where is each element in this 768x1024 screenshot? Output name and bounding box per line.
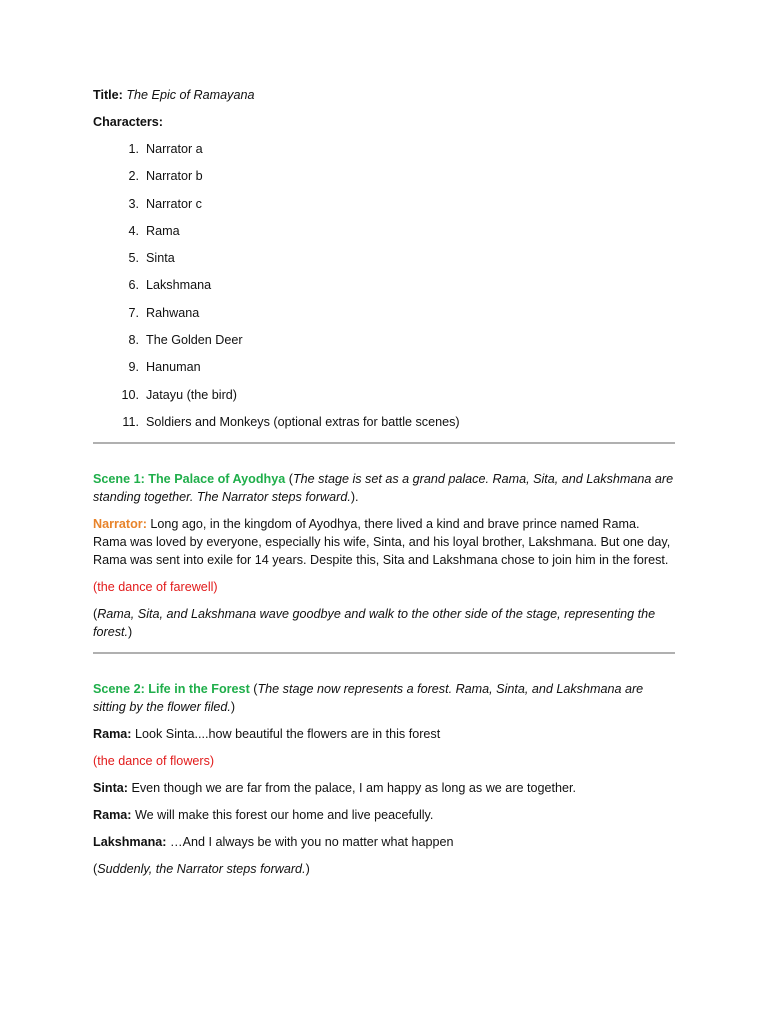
character-number: 10. bbox=[121, 387, 139, 402]
paren: ) bbox=[128, 625, 133, 640]
speaker-label: Lakshmana: bbox=[93, 835, 167, 850]
character-item bbox=[93, 331, 675, 358]
character-number: 4. bbox=[128, 223, 139, 238]
scene2-stage-direction: The stage now represents a forest. Rama, Sinta, and Lakshmana are sitting by the flower filed. bbox=[93, 682, 644, 715]
dialogue-text: Even though we are far from the palace, I am happy as long as we are together. bbox=[127, 781, 577, 796]
character-name: Lakshmana bbox=[146, 278, 212, 293]
dance-of-flowers: (the dance of flowers) bbox=[93, 754, 215, 769]
character-number: 5. bbox=[128, 251, 139, 266]
character-number: 3. bbox=[128, 196, 139, 211]
character-name: Hanuman bbox=[146, 360, 201, 375]
speaker-label: Rama: bbox=[93, 727, 132, 742]
character-number: 8. bbox=[128, 333, 139, 348]
paren: ( bbox=[93, 607, 98, 622]
scene1-intro bbox=[93, 470, 675, 506]
scene1-closing bbox=[93, 605, 675, 641]
script-document bbox=[93, 86, 675, 887]
character-name: Narrator b bbox=[146, 169, 203, 184]
character-name: The Golden Deer bbox=[146, 333, 243, 348]
character-number: 11. bbox=[122, 414, 139, 429]
character-item bbox=[93, 140, 675, 167]
narrator-text: Long ago, in the kingdom of Ayodhya, there lived a kind and brave prince named Rama. Rama was loved by everyone, especially his wife, Sinta, and his loyal brother, Lakshmana. But one day, Rama was sent into exile for 14 years. Despite this, Sita and Lakshmana chose to join him in the forest. bbox=[93, 517, 671, 568]
scene2-intro bbox=[93, 680, 675, 716]
dialogue-line bbox=[93, 779, 675, 797]
dialogue-line bbox=[93, 806, 675, 824]
dialogue-text: We will make this forest our home and live peacefully. bbox=[131, 808, 434, 823]
character-item bbox=[93, 304, 675, 331]
character-number: 1. bbox=[128, 142, 139, 156]
title-label: Title: bbox=[93, 88, 123, 102]
character-number: 6. bbox=[128, 278, 139, 293]
scene2-closing bbox=[93, 860, 675, 878]
character-number: 2. bbox=[128, 169, 139, 184]
dialogue-line bbox=[93, 725, 675, 743]
dialogue-text: …And I always be with you no matter what happen bbox=[166, 835, 454, 850]
paren: ) bbox=[230, 700, 236, 715]
divider bbox=[93, 442, 675, 444]
scene1-heading: Scene 1: The Palace of Ayodhya bbox=[93, 472, 286, 487]
dialogue-text: Look Sinta....how beautiful the flowers are in this forest bbox=[131, 727, 441, 742]
dialogue-line bbox=[93, 833, 675, 851]
character-item bbox=[93, 358, 675, 385]
character-item bbox=[93, 222, 675, 249]
character-item bbox=[93, 195, 675, 222]
speaker-label: Rama: bbox=[93, 808, 132, 823]
character-item bbox=[93, 249, 675, 276]
character-item bbox=[93, 276, 675, 303]
paren: ( bbox=[249, 682, 258, 697]
characters-list bbox=[93, 140, 675, 440]
character-name: Rama bbox=[146, 223, 180, 238]
scene2-closing-direction: Suddenly, the Narrator steps forward. bbox=[97, 862, 306, 877]
scene1-stage-direction: The stage is set as a grand palace. Rama, Sita, and Lakshmana are standing together. The Narrator steps forward. bbox=[93, 472, 674, 505]
scene2-heading: Scene 2: Life in the Forest bbox=[93, 682, 250, 697]
paren: ). bbox=[350, 490, 359, 505]
title-line bbox=[93, 86, 675, 104]
paren: ( bbox=[285, 472, 293, 487]
character-name: Narrator c bbox=[146, 196, 202, 211]
narrator-line bbox=[93, 515, 675, 569]
character-name: Narrator a bbox=[146, 142, 203, 156]
scene1-closing-direction: Rama, Sita, and Lakshmana wave goodbye and walk to the other side of the stage, representing the forest. bbox=[93, 607, 656, 640]
character-item bbox=[93, 167, 675, 194]
character-number: 9. bbox=[128, 360, 139, 375]
paren: ) bbox=[305, 862, 310, 877]
dance-of-farewell: (the dance of farewell) bbox=[93, 580, 218, 595]
character-item bbox=[93, 386, 675, 413]
paren: ( bbox=[93, 862, 98, 877]
character-name: Rahwana bbox=[146, 305, 200, 320]
narrator-label: Narrator: bbox=[93, 517, 147, 532]
characters-label: Characters: bbox=[93, 115, 163, 129]
play-title: The Epic of Ramayana bbox=[126, 88, 255, 102]
divider bbox=[93, 652, 675, 654]
character-name: Soldiers and Monkeys (optional extras for battle scenes) bbox=[146, 414, 460, 429]
character-item bbox=[93, 413, 675, 440]
character-name: Sinta bbox=[146, 251, 175, 266]
character-number: 7. bbox=[128, 305, 139, 320]
character-name: Jatayu (the bird) bbox=[146, 387, 237, 402]
speaker-label: Sinta: bbox=[93, 781, 128, 796]
